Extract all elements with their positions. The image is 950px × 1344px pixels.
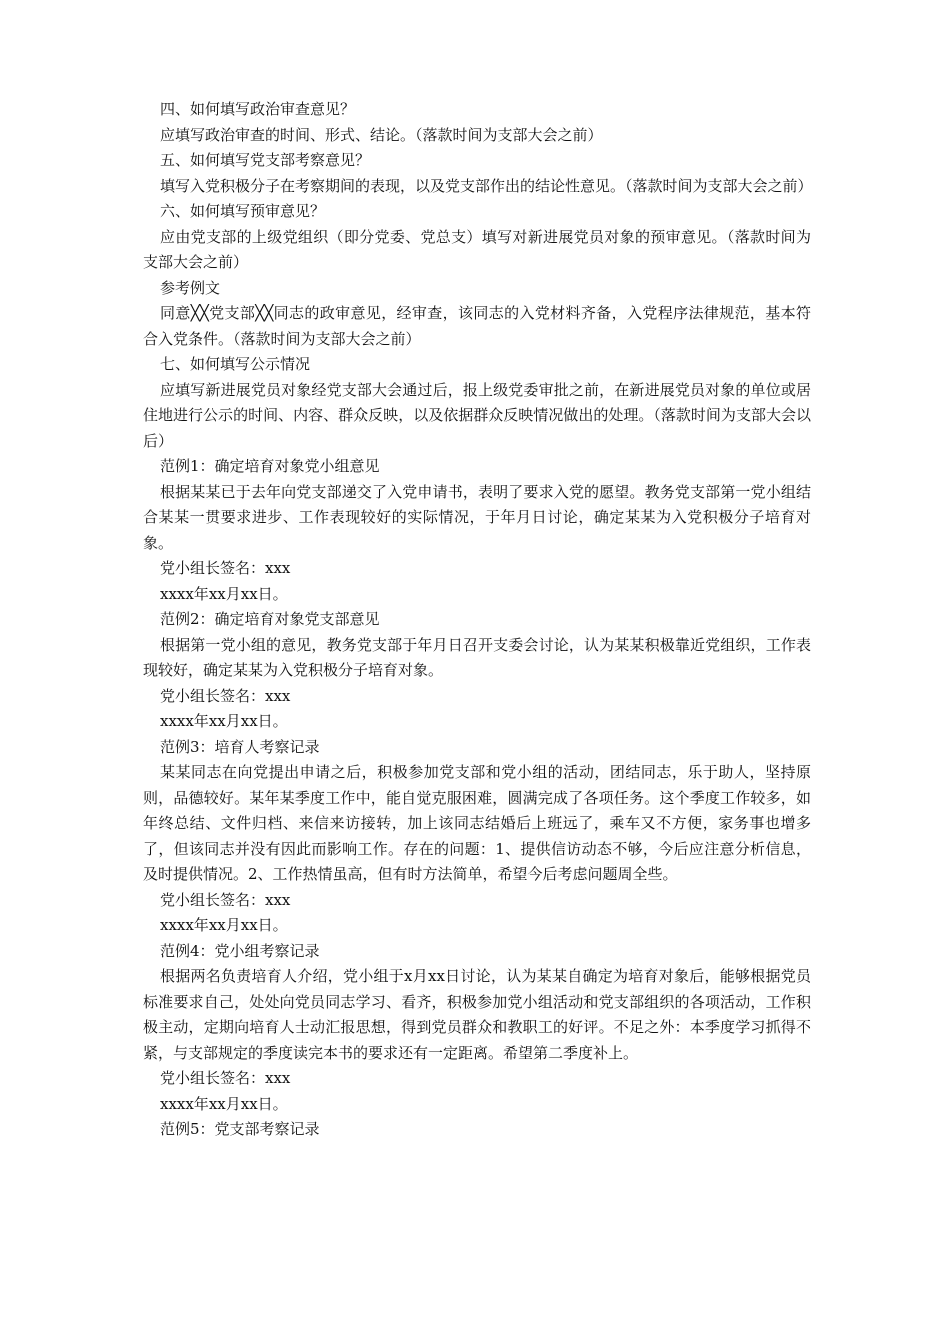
paragraph: 应由党支部的上级党组织（即分党委、党总支）填写对新进展党员对象的预审意见。（落款时间为支部大会之前） [143,227,811,271]
date-line: xxxx年xx月xx日。 [160,712,288,730]
example-3-title: 范例3：培育人考察记录 [160,737,320,756]
signature-line: 党小组长签名：xxx [160,686,291,705]
paragraph: 应填写政治审查的时间、形式、结论。（落款时间为支部大会之前） [160,125,603,144]
signature-line: 党小组长签名：xxx [160,890,291,909]
date-line: xxxx年xx月xx日。 [160,584,288,603]
example-5-title: 范例5：党支部考察记录 [160,1120,320,1138]
date-line: xxxx年xx月xx日。 [160,1094,288,1113]
signature-line: 党小组长签名：xxx [160,1069,291,1087]
heading-pre-review: 六、如何填写预审意见？ [160,202,326,220]
heading-publicity: 七、如何填写公示情况 [160,355,311,373]
paragraph: 同意╳╳党支部╳╳同志的政审意见，经审查，该同志的入党材料齐备，入党程序法律规范，基本符合入党条件。（落款时间为支部大会之前） [143,304,811,348]
paragraph: 根据第一党小组的意见，教务党支部于年月日召开支委会讨论，认为某某积极靠近党组织，工作表现较好，确定某某为入党积极分子培育对象。 [143,635,811,679]
paragraph: 根据某某已于去年向党支部递交了入党申请书，表明了要求入党的愿望。教务党支部第一党小组结合某某一贯要求进步、工作表现较好的实际情况，于年月日讨论，确定某某为入党积极分子培育对象。 [143,482,811,552]
signature-line: 党小组长签名：xxx [160,559,291,577]
example-2-title: 范例2：确定培育对象党支部意见 [160,610,380,628]
paragraph: 根据两名负责培育人介绍，党小组于x月xx日讨论，认为某某自确定为培育对象后，能够根据党员标准要求自己，处处向党员同志学习、看齐，积极参加党小组活动和党支部组织的各项活动，工作积极主动，定期向培育人士动汇报思想，得到党员群众和教职工的好评。不足之外：本季度学习抓得不紧，与支部规定的季度读完本书的要求还有一定距离。希望第二季度补上。 [143,967,811,1062]
paragraph: 应填写新进展党员对象经党支部大会通过后，报上级党委审批之前，在新进展党员对象的单位或居住地进行公示的时间、内容、群众反映，以及依据群众反映情况做出的处理。（落款时间为支部大会以后） [143,380,811,450]
heading-branch-review: 五、如何填写党支部考察意见？ [160,151,371,169]
example-4-title: 范例4：党小组考察记录 [160,941,320,960]
date-line: xxxx年xx月xx日。 [160,916,288,934]
paragraph: 填写入党积极分子在考察期间的表现，以及党支部作出的结论性意见。（落款时间为支部大会之前） [160,176,813,195]
document-page [143,97,811,1143]
heading-political-review: 四、如何填写政治审查意见？ [160,100,356,118]
example-1-title: 范例1：确定培育对象党小组意见 [160,457,380,475]
paragraph: 某某同志在向党提出申请之后，积极参加党支部和党小组的活动，团结同志，乐于助人，坚持原则，品德较好。某年某季度工作中，能自觉克服困难，圆满完成了各项任务。这个季度工作较多，如年终总结、文件归档、来信来访接转，加上该同志结婚后上班远了，乘车又不方便，家务事也增多了，但该同志并没有因此而影响工作。存在的问题：1、提供信访动态不够，今后应注意分析信息，及时提供情况。2、工作热情虽高，但有时方法简单，希望今后考虑问题周全些。 [143,763,811,883]
reference-example-label: 参考例文 [160,278,221,297]
